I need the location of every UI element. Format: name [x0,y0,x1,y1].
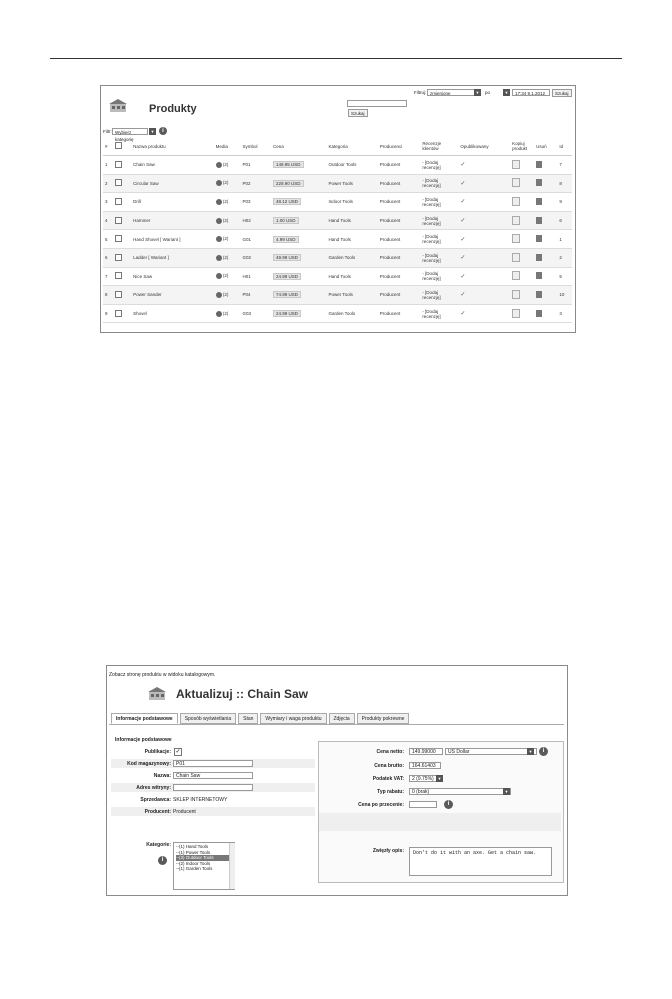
product-symbol: P03 [241,193,272,212]
product-category: Garden Tools [326,304,377,323]
categories-label: Kategorie: [146,842,171,848]
product-name[interactable]: Circular Saw [131,174,213,193]
chevron-down-icon[interactable]: ▼ [437,776,442,781]
page-title: Produkty [149,103,197,115]
delete-cell[interactable] [534,230,557,249]
vat-label: Podatek VAT: [372,776,404,782]
product-producer: Producent [378,286,421,305]
product-name[interactable]: Chain Saw [131,156,213,175]
product-symbol: P01 [241,156,272,175]
info-icon[interactable]: i [159,127,167,135]
seller-value: SKLEP INTERNETOWY [173,797,228,803]
copy-icon[interactable] [512,178,520,187]
listbox-scrollbar[interactable] [229,843,235,889]
row-checkbox[interactable] [113,286,131,305]
vat-select[interactable]: 2 (9.75%) [409,775,443,782]
product-category: Garden Tools [326,248,377,267]
col-header[interactable]: Opublikowany [458,137,510,156]
row-number: 9 [103,304,113,323]
tab-photos[interactable]: Zdjęcia [329,713,355,724]
price-after-discount-label: Cena po przecenie: [358,802,404,808]
col-header[interactable]: Kategoria [326,137,377,156]
edit-media-icon[interactable] [216,180,222,186]
product-id: 7 [557,156,572,175]
edit-product-panel [106,665,568,896]
published-cell[interactable] [458,248,510,267]
col-header[interactable]: Nazwa produktu [131,137,213,156]
product-producer: Producent [378,156,421,175]
media-cell[interactable] [214,156,241,175]
discount-type-select[interactable]: 0 (brak) [409,788,511,795]
datetime-field[interactable]: 17:34 9.1.2012 [512,89,550,96]
delete-cell[interactable] [534,286,557,305]
product-producer: Producent [378,193,421,212]
product-symbol: G01 [241,230,272,249]
table-row [103,156,572,175]
price-cell[interactable] [271,230,326,249]
table-header-row [103,137,572,156]
product-price[interactable]: 49.99 USD [273,254,301,261]
reviews-link[interactable]: - [Dodaj recenzję] [420,304,458,323]
categories-listbox[interactable] [173,842,235,890]
copy-cell[interactable] [510,193,534,212]
copy-cell[interactable] [510,174,534,193]
product-symbol: G02 [241,248,272,267]
media-cell[interactable] [214,174,241,193]
producer-label: Producent: [144,809,171,815]
row-number: 2 [103,174,113,193]
row-checkbox[interactable] [113,193,131,212]
copy-icon[interactable] [512,216,520,225]
delete-cell[interactable] [534,174,557,193]
check-icon[interactable]: ✓ [460,311,466,318]
row-number: 1 [103,156,113,175]
category-filter-label: Filtr: [103,129,112,134]
search-button[interactable]: Szukaj [348,109,368,117]
copy-cell[interactable] [510,211,534,230]
filter-button[interactable]: Szukaj [552,89,572,97]
col-header[interactable]: Producenci [378,137,421,156]
delete-cell[interactable] [534,211,557,230]
short-description-label: Zwięzły opis: [372,848,404,854]
media-count: (2) [222,273,229,279]
short-description-field[interactable]: Don't do it with an axe. Get a chain saw. [409,847,552,876]
tab-divider [109,724,564,725]
product-price[interactable]: 74.99 USD [273,291,301,298]
product-symbol: P02 [241,174,272,193]
sku-label: Kod magazynowy: [127,761,171,767]
product-price[interactable]: 1.00 USD [273,217,299,224]
product-category: Power Tools [326,174,377,193]
col-header: Media [214,137,241,156]
currency-select[interactable]: US Dollar [445,748,537,755]
product-producer: Producent [378,211,421,230]
check-icon[interactable]: ✓ [460,255,466,262]
table-row [103,248,572,267]
price-cell[interactable] [271,174,326,193]
reviews-link[interactable]: - [Dodaj recenzję] [420,193,458,212]
check-icon[interactable]: ✓ [460,199,466,206]
col-header: Usuń [534,137,557,156]
product-symbol: H02 [241,211,272,230]
row-checkbox[interactable] [113,230,131,249]
search-input[interactable] [347,100,407,107]
edit-media-icon[interactable] [216,255,222,261]
delete-cell[interactable] [534,193,557,212]
tab-bar [111,713,409,724]
product-category: Outdoor Tools [326,156,377,175]
edit-media-icon[interactable] [216,311,222,317]
product-id: 3 [557,304,572,323]
delete-cell[interactable] [534,267,557,286]
product-name[interactable]: Drill [131,193,213,212]
row-checkbox[interactable] [113,267,131,286]
product-producer: Producent [378,267,421,286]
row-number: 7 [103,267,113,286]
row-number: 3 [103,193,113,212]
published-cell[interactable] [458,267,510,286]
media-cell[interactable] [214,230,241,249]
table-row [103,193,572,212]
price-cell[interactable] [271,193,326,212]
price-cell[interactable] [271,211,326,230]
product-category: Hand Tools [326,230,377,249]
tab-basic-info[interactable]: Informacje podstawowe [111,713,178,724]
product-producer: Producent [378,230,421,249]
product-id: 9 [557,193,572,212]
product-price[interactable]: 229.90 USD [273,180,304,187]
product-name[interactable]: Hammer [131,211,213,230]
site-label: Adres witryny: [136,785,171,791]
reviews-link[interactable]: - [Dodaj recenzję] [420,211,458,230]
product-name[interactable]: Ladder [ Wariant ] [131,248,213,267]
published-cell[interactable] [458,156,510,175]
price-cell[interactable] [271,304,326,323]
delete-cell[interactable] [534,156,557,175]
product-name[interactable]: Nice Saw [131,267,213,286]
copy-cell[interactable] [510,304,534,323]
info-icon[interactable]: i [158,856,167,865]
tab-dimensions[interactable]: Wymiary i waga produktu [260,713,326,724]
table-row [103,211,572,230]
copy-icon[interactable] [512,271,520,280]
table-row [103,230,572,249]
delete-icon[interactable] [536,235,542,242]
product-symbol: G03 [241,304,272,323]
store-logo-icon [148,687,166,701]
tab-related[interactable]: Produkty pokrewne [357,713,410,724]
copy-icon[interactable] [512,290,520,299]
delete-icon[interactable] [536,217,542,224]
col-header[interactable]: Id [557,137,572,156]
media-count: (2) [222,217,229,223]
row-number: 8 [103,286,113,305]
col-header-select [113,137,131,156]
row-number: 6 [103,248,113,267]
copy-cell[interactable] [510,230,534,249]
row-checkbox[interactable] [113,211,131,230]
check-icon[interactable]: ✓ [460,218,466,225]
product-producer: Producent [378,304,421,323]
media-cell[interactable] [214,304,241,323]
net-price-label: Cena netto: [376,749,404,755]
price-cell[interactable] [271,267,326,286]
reviews-link[interactable]: - [Dodaj recenzję] [420,156,458,175]
price-cell[interactable] [271,248,326,267]
tab-display[interactable]: Sposób wyświetlania [180,713,236,724]
site-field[interactable] [173,784,253,791]
product-producer: Producent [378,248,421,267]
check-icon[interactable]: ✓ [460,292,466,299]
col-header[interactable]: Cena [271,137,326,156]
product-id: 10 [557,286,572,305]
category-filter-select[interactable]: Wybierz kategorię [112,128,148,135]
delete-icon[interactable] [536,161,542,168]
product-id: 2 [557,248,572,267]
row-checkbox[interactable] [113,248,131,267]
gross-price-label: Cena brutto: [374,763,404,769]
category-option[interactable]: --(1) Garden Tools [176,866,213,872]
check-icon[interactable]: ✓ [460,162,466,169]
media-count: (2) [222,292,229,298]
product-category: Hand Tools [326,267,377,286]
check-icon[interactable]: ✓ [460,273,466,280]
edit-media-icon[interactable] [216,292,222,298]
delete-icon[interactable] [536,272,542,279]
product-symbol: P04 [241,286,272,305]
copy-cell[interactable] [510,267,534,286]
table-row [103,286,572,305]
media-count: (2) [222,254,229,260]
product-id: 5 [557,267,572,286]
col-header: # [103,137,113,156]
store-logo-icon [109,99,127,113]
media-count: (2) [222,199,229,205]
reviews-link[interactable]: - [Dodaj recenzję] [420,248,458,267]
delete-cell[interactable] [534,304,557,323]
publication-label: Publikacje: [144,749,171,755]
delete-icon[interactable] [536,291,542,298]
product-name[interactable]: Hand Shovel [ Wariant ] [131,230,213,249]
product-category: Indoor Tools [326,193,377,212]
row-stripe [319,813,561,831]
edit-media-icon[interactable] [216,236,222,242]
delete-icon[interactable] [536,198,542,205]
product-category: Power Tools [326,286,377,305]
page-rule [50,58,622,59]
product-price[interactable]: 24.99 USD [273,310,301,317]
media-count: (2) [222,180,229,186]
row-checkbox[interactable] [113,156,131,175]
reviews-link[interactable]: - [Dodaj recenzję] [420,267,458,286]
info-icon[interactable]: i [444,800,453,809]
price-cell[interactable] [271,286,326,305]
category-option[interactable]: --(2) Indoor Tools [176,860,211,866]
info-icon[interactable]: i [539,747,548,756]
product-symbol: H01 [241,267,272,286]
copy-icon[interactable] [512,197,520,206]
reviews-link[interactable]: - [Dodaj recenzję] [420,286,458,305]
chevron-down-icon[interactable]: ▼ [475,90,480,95]
media-cell[interactable] [214,193,241,212]
edit-media-icon[interactable] [216,199,222,205]
product-id: 8 [557,174,572,193]
name-field[interactable]: Chain Saw [173,772,253,779]
reviews-link[interactable]: - [Dodaj recenzję] [420,230,458,249]
product-id: 1 [557,230,572,249]
delete-icon[interactable] [536,179,542,186]
discount-type-label: Typ rabatu: [377,789,404,795]
edit-media-icon[interactable] [216,162,222,168]
price-after-discount-field[interactable] [409,801,437,808]
check-icon[interactable]: ✓ [460,180,466,187]
chevron-down-icon[interactable]: ▼ [504,789,509,794]
product-name[interactable]: Shovel [131,304,213,323]
range-word: po [483,89,505,96]
row-checkbox[interactable] [113,304,131,323]
chevron-down-icon[interactable]: ▼ [528,749,533,754]
product-price[interactable]: 24.99 USD [273,273,301,280]
col-header[interactable]: Symbol [241,137,272,156]
published-cell[interactable] [458,193,510,212]
media-cell[interactable] [214,248,241,267]
product-producer: Producent [378,174,421,193]
product-id: 6 [557,211,572,230]
price-cell[interactable] [271,156,326,175]
product-price[interactable]: 149.95 USD [273,161,304,168]
net-price-field[interactable]: 149.99000 [409,748,443,755]
filter-label: Filtruj: [414,90,427,95]
sku-field[interactable]: P01 [173,760,253,767]
chevron-down-icon[interactable]: ▼ [150,129,155,134]
producer-value: Producent [173,809,196,815]
products-table [103,137,572,323]
edit-media-icon[interactable] [216,218,222,224]
copy-icon[interactable] [512,234,520,243]
published-cell[interactable] [458,304,510,323]
copy-icon[interactable] [512,160,520,169]
view-product-link[interactable]: Zobacz stronę produktu w widoku katalogowym. [109,672,216,678]
copy-cell[interactable] [510,156,534,175]
delete-icon[interactable] [536,310,542,317]
tab-stock[interactable]: Stan [238,713,258,724]
col-header: Kopiuj produkt [510,137,534,156]
media-cell[interactable] [214,267,241,286]
media-count: (2) [222,161,229,167]
category-option-selected[interactable]: --(3) Outdoor Tools [176,855,232,861]
product-price[interactable]: 48.12 USD [273,198,301,205]
gross-price-field[interactable]: 164.61403 [409,762,441,769]
edit-media-icon[interactable] [216,273,222,279]
delete-cell[interactable] [534,248,557,267]
col-header: Recenzje klientów [420,137,458,156]
product-category: Hand Tools [326,211,377,230]
product-price[interactable]: 4.99 USD [273,236,299,243]
copy-icon[interactable] [512,253,520,262]
media-count: (2) [222,310,229,316]
copy-cell[interactable] [510,248,534,267]
row-number: 4 [103,211,113,230]
page-title: Aktualizuj :: Chain Saw [176,687,309,701]
chevron-down-icon[interactable]: ▼ [504,90,509,95]
section-title: Informacje podstawowe [115,737,172,743]
seller-label: Sprzedawca: [140,797,171,803]
table-row [103,174,572,193]
published-cell[interactable] [458,174,510,193]
media-count: (2) [222,236,229,242]
row-checkbox[interactable] [113,174,131,193]
check-icon[interactable]: ✓ [460,236,466,243]
media-cell[interactable] [214,211,241,230]
category-option[interactable]: --(1) Power Tools [176,849,211,855]
products-list-panel [100,85,576,333]
published-cell[interactable] [458,286,510,305]
table-row [103,304,572,323]
row-number: 5 [103,230,113,249]
table-row [103,267,572,286]
filter-select[interactable]: zmienione [427,89,479,96]
reviews-link[interactable]: - [Dodaj recenzję] [420,174,458,193]
published-cell[interactable] [458,211,510,230]
name-label: Nazwa: [153,773,171,779]
publication-checkbox[interactable]: ✓ [175,749,181,755]
published-cell[interactable] [458,230,510,249]
product-name[interactable]: Power Sander [131,286,213,305]
copy-cell[interactable] [510,286,534,305]
delete-icon[interactable] [536,254,542,261]
category-option[interactable]: --(1) Hand Tools [176,844,209,849]
copy-icon[interactable] [512,309,520,318]
media-cell[interactable] [214,286,241,305]
